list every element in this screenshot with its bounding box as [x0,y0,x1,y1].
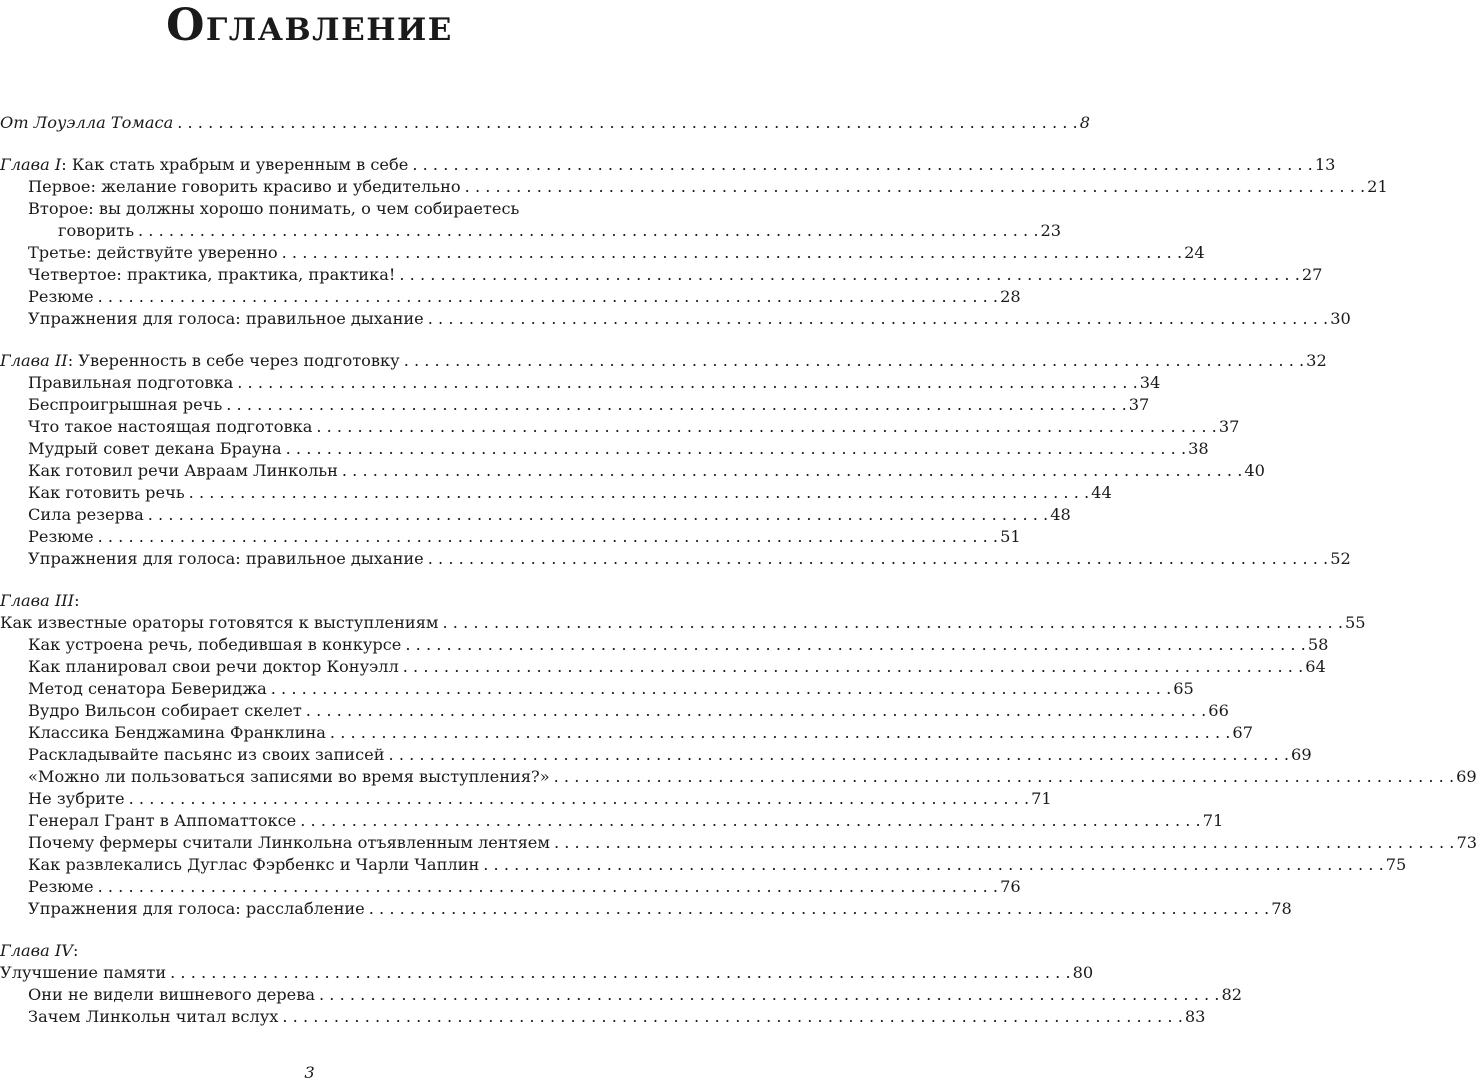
toc-entry-text: Упражнения для голоса: правильное дыхание [28,309,424,328]
toc-page-number: 76 [1000,877,1021,896]
toc-page-number: 55 [1344,613,1366,632]
toc-entry-foreword[interactable] [0,112,1091,134]
chapter-title: Как известные ораторы готовятся к выступлениям [0,613,439,632]
toc-entry-text [0,350,400,372]
toc-entry[interactable] [0,526,1021,548]
toc-entry[interactable] [0,176,1388,198]
toc-chapter-heading[interactable] [0,154,1336,176]
toc-entry[interactable] [0,308,1351,330]
toc-entry[interactable] [0,722,1253,744]
dot-leader [237,372,1137,394]
toc-entry-text: Вудро Вильсон собирает скелет [28,701,302,720]
toc-entry-text: От Лоуэлла Томаса [0,113,174,132]
chapter-lead-line [0,590,619,612]
toc-page-number: 78 [1271,899,1292,918]
toc-page-number: 44 [1091,483,1112,502]
toc-entry[interactable] [0,810,1224,832]
chapter-lead: Глава I [0,155,62,174]
dot-leader [428,548,1328,570]
page-folio: 3 [304,1063,315,1082]
toc-entry-text: Правильная подготовка [28,373,234,392]
toc-entry-text: Почему фермеры считали Линкольна отъявленным лентяем [28,833,550,852]
chapter-lead-line [0,940,619,962]
toc-entry-text: Резюме [28,877,94,896]
toc-page-number: 66 [1208,701,1229,720]
toc-page-number: 28 [1000,287,1021,306]
dot-leader [443,612,1343,634]
toc-group-foreword [0,112,1091,134]
toc-page-number: 21 [1367,177,1388,196]
dot-leader [98,526,998,548]
toc-entry[interactable] [0,678,1194,700]
toc-page-number: 23 [1040,221,1062,240]
page-title: Оглавление [166,0,453,51]
toc-entry[interactable] [0,372,1161,394]
toc-entry[interactable] [0,876,1021,898]
toc-page-number: 51 [1000,527,1021,546]
toc-page-number: 8 [1079,113,1091,132]
toc-entry[interactable] [0,242,1205,264]
dot-leader [428,308,1328,330]
toc-entry[interactable] [0,788,1052,810]
dot-leader [98,286,998,308]
dot-leader [389,744,1289,766]
dot-leader [138,220,1038,242]
dot-leader [306,700,1206,722]
dot-leader [226,394,1126,416]
chapter-title: : Как стать храбрым и уверенным в себе [61,155,409,174]
table-of-contents [0,112,1477,1048]
toc-entry-text: говорить [58,221,135,240]
toc-entry-text: Резюме [28,287,94,306]
dot-leader [399,264,1299,286]
toc-page-number: 40 [1244,461,1265,480]
toc-entry-text: Как планировал свои речи доктор Конуэлл [28,657,399,676]
toc-page-number: 13 [1314,155,1336,174]
toc-entry[interactable] [0,700,1229,722]
toc-entry-text: Не зубрите [28,789,125,808]
toc-page-number: 38 [1188,439,1209,458]
toc-page-number: 58 [1307,635,1329,654]
toc-page-number: 65 [1173,679,1194,698]
dot-leader [554,832,1454,854]
dot-leader [554,766,1454,788]
toc-entry-text: Классика Бенджамина Франклина [28,723,326,742]
toc-entry-text: Зачем Линкольн читал вслух [28,1007,279,1026]
toc-entry-text: Первое: желание говорить красиво и убедительно [28,177,461,196]
toc-entry-text: Раскладывайте пасьянс из своих записей [28,745,385,764]
toc-page-number: 27 [1301,265,1323,284]
dot-leader [405,634,1305,656]
toc-page-number: 24 [1184,243,1205,262]
toc-page-number: 71 [1031,789,1052,808]
toc-page-number: 37 [1128,395,1150,414]
toc-entry[interactable] [0,286,1021,308]
toc-entry-text [0,154,408,176]
toc-page-number: 73 [1456,833,1477,852]
chapter-lead: Глава IV [0,941,73,960]
toc-page-number: 69 [1456,767,1477,786]
dot-leader [465,176,1365,198]
toc-chapter-heading[interactable] [0,962,1094,984]
toc-page-number: 37 [1218,417,1240,436]
dot-leader [148,504,1048,526]
dot-leader [342,460,1242,482]
toc-group-chapter-1 [0,154,1388,330]
toc-page-number: 69 [1291,745,1312,764]
toc-entry[interactable] [0,832,1477,854]
toc-page-number: 67 [1232,723,1253,742]
toc-entry[interactable] [0,438,1209,460]
toc-page-number: 82 [1221,985,1243,1004]
toc-page-number: 48 [1050,505,1071,524]
toc-entry-text: Беспроигрышная речь [28,395,223,414]
toc-entry[interactable] [0,898,1292,920]
chapter-lead: Глава III [0,591,75,610]
toc-entry-text: Генерал Грант в Аппоматтоксе [28,811,297,830]
chapter-title: : Уверенность в себе через подготовку [67,351,400,370]
toc-entry[interactable] [0,1006,1206,1028]
toc-entry[interactable] [0,460,1265,482]
dot-leader [189,482,1089,504]
dot-leader [129,788,1029,810]
toc-page-number: 52 [1330,549,1351,568]
toc-page-number: 80 [1072,963,1094,982]
toc-page-number: 64 [1305,657,1326,676]
toc-page-number: 83 [1184,1007,1206,1026]
toc-entry[interactable] [0,656,1326,678]
toc-page-number: 34 [1139,373,1161,392]
dot-leader [177,112,1077,134]
dot-leader [330,722,1230,744]
toc-entry[interactable] [0,264,1323,286]
toc-entry[interactable] [0,854,1407,876]
toc-entry[interactable] [0,394,1150,416]
toc-page-number: 71 [1202,811,1224,830]
dot-leader [404,350,1304,372]
dot-leader [286,438,1186,460]
toc-entry-text: Упражнения для голоса: правильное дыхание [28,549,424,568]
toc-entry-text: Как устроена речь, победившая в конкурсе [28,635,402,654]
toc-entry[interactable] [0,416,1240,438]
toc-entry-text: Что такое настоящая подготовка [28,417,313,436]
dot-leader [98,876,998,898]
dot-leader [403,656,1303,678]
toc-entry-text: Упражнения для голоса: расслабление [28,899,365,918]
dot-leader [319,984,1219,1006]
toc-chapter-heading[interactable] [0,612,1366,634]
toc-group-chapter-4 [0,940,1243,1028]
chapter-lead-suffix: : [74,591,80,610]
toc-group-chapter-3 [0,590,1477,920]
dot-leader [170,962,1070,984]
toc-entry-text: Как развлекались Дуглас Фэрбенкс и Чарли Чаплин [28,855,480,874]
dot-leader [300,810,1200,832]
toc-entry-text: Сила резерва [28,505,144,524]
dot-leader [316,416,1216,438]
toc-page-number: 75 [1385,855,1407,874]
toc-entry[interactable] [0,548,1351,570]
dot-leader [271,678,1171,700]
toc-entry[interactable] [0,504,1071,526]
toc-page-number: 30 [1330,309,1351,328]
dot-leader [412,154,1312,176]
dot-leader [282,1006,1182,1028]
chapter-title: Улучшение памяти [0,963,167,982]
toc-entry[interactable] [0,744,1312,766]
toc-entry-text: Как готовил речи Авраам Линкольн [28,461,338,480]
chapter-lead: Глава II [0,351,68,370]
toc-entry-text: Метод сенатора Бевериджа [28,679,267,698]
toc-entry[interactable] [0,634,1329,656]
toc-chapter-heading[interactable] [0,350,1327,372]
toc-entry-text: Третье: действуйте уверенно [28,243,278,262]
chapter-lead-suffix: : [72,941,79,960]
toc-entry[interactable] [0,766,1477,788]
toc-group-chapter-2 [0,350,1351,570]
dot-leader [282,242,1182,264]
toc-entry-text: Четвертое: практика, практика, практика! [28,265,396,284]
toc-entry-continuation[interactable] [0,220,1062,242]
toc-entry[interactable] [0,984,1243,1006]
dot-leader [483,854,1383,876]
toc-entry-text: Они не видели вишневого дерева [28,985,315,1004]
toc-entry-text: Резюме [28,527,94,546]
toc-page-number: 32 [1306,351,1327,370]
toc-entry-first-line[interactable]: Второе: вы должны хорошо понимать, о чем собираетесь [28,199,520,218]
dot-leader [369,898,1269,920]
toc-entry[interactable] [0,482,1112,504]
toc-entry-text: «Можно ли пользоваться записями во время выступления?» [28,767,550,786]
toc-entry-text: Как готовить речь [28,483,185,502]
toc-entry-text: Мудрый совет декана Брауна [28,439,282,458]
